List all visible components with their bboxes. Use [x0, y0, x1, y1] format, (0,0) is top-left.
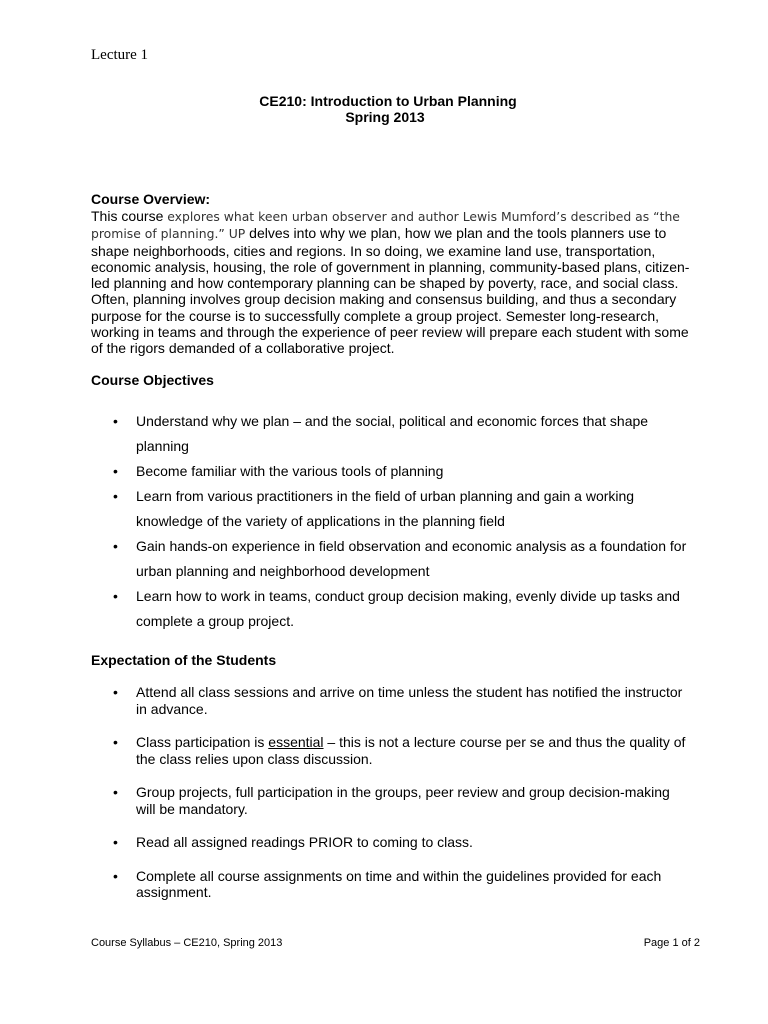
expectation-text: [136, 734, 685, 767]
expectation-text: Group projects, full participation in the groups, peer review and group decision-making will be mandatory.: [136, 784, 670, 817]
list-item: [91, 784, 691, 817]
list-item: [91, 734, 691, 767]
expectation-text: Complete all course assignments on time and within the guidelines provided for each assignment.: [136, 867, 662, 900]
list-item: [91, 834, 691, 851]
list-item: [91, 534, 691, 584]
bullet-icon: •: [113, 588, 118, 604]
bullet-icon: •: [113, 413, 118, 429]
list-item: [91, 684, 691, 717]
objectives-list: [91, 409, 691, 634]
bullet-icon: •: [113, 538, 118, 554]
document-title: [0, 93, 768, 125]
objectives-heading: Course Objectives: [91, 372, 214, 388]
footer-course-label: Course Syllabus – CE210, Spring 2013: [91, 937, 283, 949]
footer-page-number: Page 1 of 2: [643, 937, 700, 949]
overview-heading: Course Overview:: [91, 191, 211, 207]
bullet-icon: •: [113, 867, 118, 884]
expectations-heading: Expectation of the Students: [91, 652, 277, 668]
bullet-icon: •: [113, 834, 118, 850]
objective-text: Learn from various practitioners in the field of urban planning and gain a working knowledge of the variety of applications in the planning field: [136, 488, 635, 529]
semester-title: Spring 2013: [345, 109, 425, 125]
expectation-text-start: Class participation is: [136, 734, 269, 750]
expectation-text: Read all assigned readings PRIOR to coming to class.: [136, 834, 473, 850]
overview-paragraph: [91, 208, 691, 357]
list-item: [91, 459, 691, 484]
expectation-text-rest: – this is not a lecture course per se and thus the quality of the class relies upon class discussion.: [136, 734, 686, 767]
objective-text: Understand why we plan – and the social, political and economic forces that shape planning: [136, 413, 649, 454]
objective-text: Learn how to work in teams, conduct group decision making, evenly divide up tasks and complete a group project.: [136, 588, 680, 629]
bullet-icon: •: [113, 784, 118, 800]
expectations-list: [91, 684, 691, 918]
list-item: [91, 584, 691, 634]
list-item: [91, 409, 691, 459]
underlined-word: essential: [268, 734, 324, 750]
list-item: [91, 868, 691, 901]
course-title: CE210: Introduction to Urban Planning: [259, 93, 517, 109]
list-item: [91, 484, 691, 534]
overview-text-rest: delves into why we plan, how we plan and the tools planners use to shape neighborhoods, cities and regions. In so doing, we examine land use, transportation, economic analysis, housing, the role of government in planning, community-based plans, citizen-led planning and how contemporary planning can be shaped by poverty, race, and social class. Often, planning involves group decision making and consensus building, and thus a secondary purpose for the course is to successfully complete a group project. Semester long-research, working in teams and through the experience of peer review will prepare each student with some of the rigors demanded of a collaborative project.: [91, 225, 690, 357]
objective-text: Become familiar with the various tools of planning: [136, 463, 444, 479]
objective-text: Gain hands-on experience in field observation and economic analysis as a foundation for urban planning and neighborhood development: [136, 538, 687, 579]
bullet-icon: •: [113, 488, 118, 504]
overview-text-quote: explores what keen urban observer and author Lewis Mumford’s described as “the promise of planning.” UP: [91, 209, 680, 242]
lecture-label: Lecture 1: [91, 47, 149, 63]
expectation-text: Attend all class sessions and arrive on time unless the student has notified the instructor in advance.: [136, 684, 683, 717]
bullet-icon: •: [113, 684, 118, 700]
bullet-icon: •: [113, 734, 118, 750]
bullet-icon: •: [113, 463, 118, 479]
overview-text-start: This course: [91, 208, 168, 224]
